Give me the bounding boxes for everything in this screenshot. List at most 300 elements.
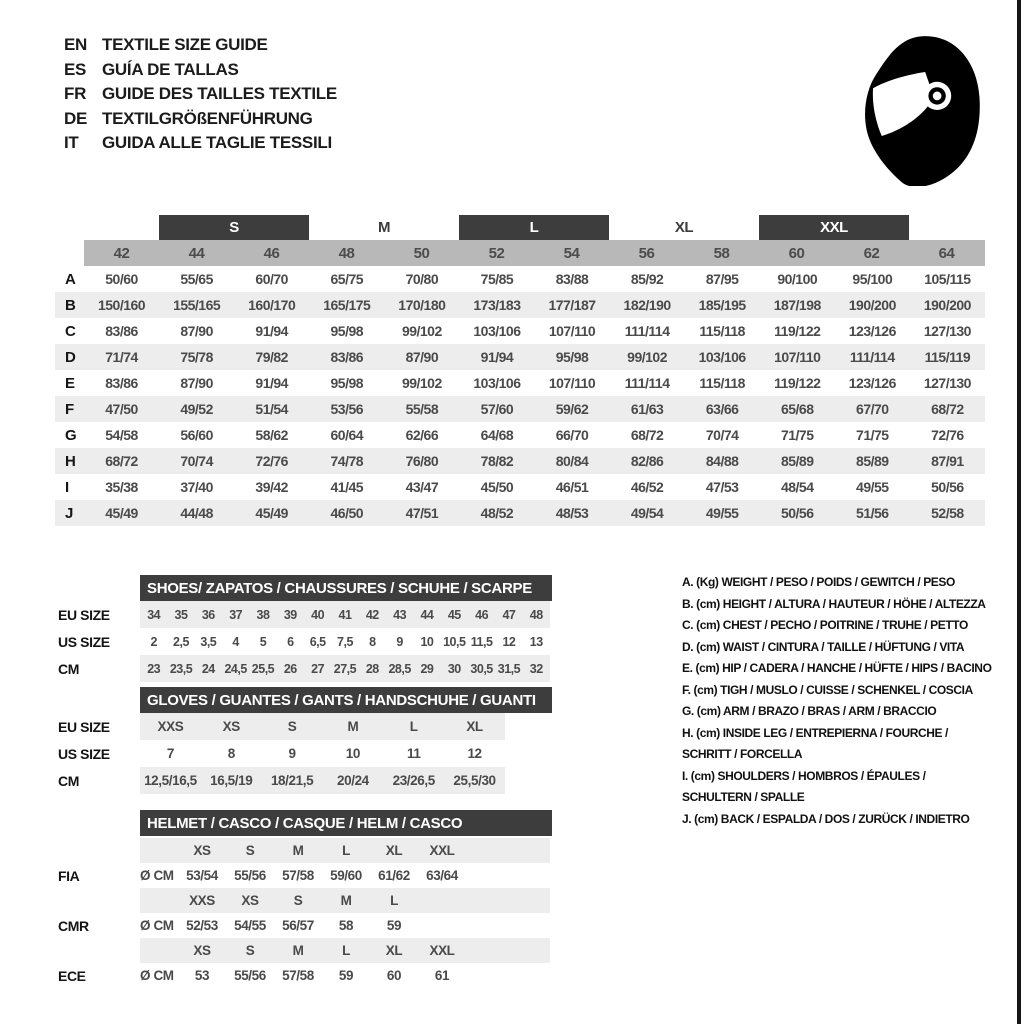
measure-value: 76/80 [405, 453, 439, 469]
measure-row-label: C [65, 322, 76, 340]
measure-value: 66/70 [555, 427, 589, 443]
row-values [140, 655, 550, 682]
size-label: S [245, 943, 255, 958]
measure-value: 51/54 [255, 401, 288, 417]
row-values [140, 713, 505, 740]
measure-value: 90/100 [777, 271, 818, 287]
language-code: ES [64, 59, 87, 79]
value-cell: 12,5/16,5 [144, 773, 197, 788]
measure-value: 50/56 [780, 505, 814, 521]
size-group-m: M [378, 219, 390, 236]
measure-value: 85/92 [630, 271, 664, 287]
measure-value: 63/66 [705, 401, 739, 417]
measure-value: 70/74 [180, 453, 213, 469]
measure-value: 55/58 [405, 401, 439, 417]
measure-value: 190/200 [848, 297, 896, 313]
value-cell: 7 [166, 746, 174, 761]
value-cell: 7,5 [337, 634, 353, 649]
unit-label: Ø CM [140, 968, 174, 983]
value-cell: 44 [420, 607, 434, 622]
value-cell: 23 [147, 661, 161, 676]
helmet-table-rows [50, 838, 610, 988]
measure-value: 177/187 [548, 297, 596, 313]
main-size-table [55, 215, 985, 526]
value-cell: 57/58 [282, 868, 314, 883]
measure-value: 65/75 [330, 271, 364, 287]
value-cell: 57/58 [282, 968, 314, 983]
size-label: XS [193, 843, 211, 858]
size-label: S [245, 843, 255, 858]
unit-label: Ø CM [140, 918, 174, 933]
measure-value: 41/45 [330, 479, 364, 495]
guide-title: GUIDE DES TAILLES TEXTILE [102, 84, 337, 103]
value-cell: 24 [201, 661, 215, 676]
measure-value: 60/64 [330, 427, 364, 443]
measure-value: 61/63 [630, 401, 664, 417]
value-cell: 31,5 [497, 661, 521, 676]
value-cell: 27,5 [333, 661, 357, 676]
row-values [140, 740, 505, 767]
measure-value: 95/100 [852, 271, 893, 287]
measure-value: 107/110 [548, 323, 596, 339]
guide-title: TEXTILE SIZE GUIDE [102, 35, 268, 54]
legend-item-a: A. (Kg) WEIGHT / PESO / POIDS / GEWITCH / PESO [682, 575, 955, 589]
legend-item-j: J. (cm) BACK / ESPALDA / DOS / ZURÜCK / INDIETRO [682, 811, 970, 826]
measure-value: 84/88 [705, 453, 739, 469]
measure-row-label: B [65, 296, 76, 314]
measure-value: 75/85 [480, 271, 514, 287]
size-group-l: L [459, 215, 609, 240]
gloves-table-title: GLOVES / GUANTES / GANTS / HANDSCHUHE / GUANTI [140, 687, 552, 713]
size-col-52: 52 [488, 244, 505, 262]
measure-value: 99/102 [401, 323, 442, 339]
value-cell: 54/55 [234, 918, 266, 933]
measure-value: 82/86 [630, 453, 664, 469]
size-label: M [292, 943, 304, 958]
value-cell: 18/21,5 [270, 773, 314, 788]
value-cell: 11 [406, 746, 421, 761]
measure-value: 99/102 [401, 375, 442, 391]
measure-value: 87/95 [705, 271, 739, 287]
shoes-row-us-size [50, 628, 610, 655]
measure-value: 127/130 [923, 323, 971, 339]
measure-value: 48/52 [480, 505, 514, 521]
value-cell: 27 [311, 661, 325, 676]
language-code: IT [64, 133, 79, 152]
value-cell: 8 [369, 634, 376, 649]
measure-value: 83/88 [555, 271, 589, 287]
measure-row-f [55, 396, 985, 422]
measure-row-i [55, 474, 985, 500]
value-cell: 55/56 [234, 868, 266, 883]
measure-value: 165/175 [323, 297, 371, 313]
size-label: S [293, 893, 303, 908]
racing-helmet-icon [856, 34, 990, 186]
measure-row-label: H [65, 452, 76, 470]
measure-value: 91/94 [480, 349, 514, 365]
measure-value: 170/180 [398, 297, 446, 313]
measure-value: 45/50 [480, 479, 514, 495]
size-labels [140, 938, 550, 963]
measure-value: 91/94 [255, 375, 288, 391]
measure-value: 57/60 [480, 401, 514, 417]
measure-value: 95/98 [555, 349, 589, 365]
legend-item-d: D. (cm) WAIST / CINTURA / TAILLE / HÜFTUNG / VITA [682, 639, 965, 654]
measure-value: 50/60 [105, 271, 138, 287]
measure-value: 53/56 [330, 401, 364, 417]
measure-value: 68/72 [630, 427, 664, 443]
gloves-row-eu-size [50, 713, 610, 740]
measure-value: 119/122 [774, 375, 821, 391]
size-group-s: S [159, 215, 309, 240]
gloves-table-rows [50, 713, 610, 794]
measure-row-c [55, 318, 985, 344]
measure-value: 105/115 [924, 271, 971, 287]
value-cell: 2 [150, 634, 157, 649]
measure-value: 103/106 [473, 375, 521, 391]
value-cell: 29 [420, 661, 434, 676]
size-label: XS [241, 893, 259, 908]
value-cell: 10 [345, 746, 360, 761]
measure-value: 49/55 [856, 479, 889, 495]
measure-row-label: I [65, 478, 69, 496]
value-cell: 30,5 [470, 661, 493, 676]
value-cell: XS [222, 719, 240, 734]
measure-value: 48/54 [780, 479, 814, 495]
measure-row-j [55, 500, 985, 526]
measure-value: 71/74 [105, 349, 138, 365]
language-row-en [64, 33, 337, 58]
unit-label: Ø CM [140, 868, 174, 883]
value-cell: 35 [174, 607, 188, 622]
value-cell: 12 [467, 746, 482, 761]
language-code: DE [64, 108, 88, 128]
measure-value: 45/49 [255, 505, 288, 521]
helmet-values-row-fia [50, 863, 610, 888]
value-cell: 25,5 [251, 661, 275, 676]
value-cell: 59/60 [330, 868, 362, 883]
measure-value: 185/195 [698, 297, 746, 313]
guide-title: TEXTILGRÖßENFÜHRUNG [102, 108, 313, 128]
measure-value: 72/76 [255, 453, 288, 469]
measure-value: 103/106 [698, 349, 746, 365]
helmet-sizes-row-cmr [50, 888, 610, 913]
measure-row-d [55, 344, 985, 370]
measure-value: 37/40 [180, 479, 213, 495]
language-row-it [64, 131, 337, 156]
size-col-54: 54 [563, 244, 580, 262]
legend-item-f: F. (cm) TIGH / MUSLO / CUISSE / SCHENKEL / COSCIA [682, 682, 973, 697]
value-cell: 40 [311, 607, 325, 622]
measure-value: 47/51 [405, 505, 439, 521]
row-label: EU SIZE [58, 606, 110, 623]
measure-value: 46/52 [630, 479, 664, 495]
value-cell: 34 [147, 607, 161, 622]
value-cell: 28 [365, 661, 379, 676]
size-col-46: 46 [263, 244, 280, 262]
measure-value: 35/38 [105, 479, 138, 495]
measure-value: 111/114 [624, 375, 670, 391]
measure-value: 99/102 [627, 349, 667, 365]
shoes-table [50, 575, 610, 682]
measure-row-a [55, 266, 985, 292]
measure-value: 123/126 [848, 323, 896, 339]
measure-value: 43/47 [405, 479, 439, 495]
measure-value: 68/72 [105, 453, 138, 469]
measure-value: 44/48 [180, 505, 213, 521]
measure-value: 95/98 [330, 375, 364, 391]
size-col-48: 48 [338, 244, 355, 262]
legend-item-h: H. (cm) INSIDE LEG / ENTREPIERNA / FOURCHE / SCHRITT / FORCELLA [682, 725, 948, 761]
size-col-42: 42 [113, 244, 130, 262]
legend-item-g: G. (cm) ARM / BRAZO / BRAS / ARM / BRACCIO [682, 704, 937, 718]
measure-value: 83/86 [105, 323, 138, 339]
measure-value: 71/75 [856, 427, 889, 443]
row-label: US SIZE [58, 633, 110, 650]
value-cell: 53 [194, 968, 210, 983]
size-label: M [292, 843, 304, 858]
value-cell: 53/54 [186, 868, 218, 883]
size-col-56: 56 [638, 244, 655, 262]
guide-title: GUÍA DE TALLAS [102, 59, 239, 79]
size-label: L [342, 943, 350, 958]
measure-value: 65/68 [780, 401, 814, 417]
measure-value: 59/62 [555, 401, 589, 417]
size-label: L [342, 843, 350, 858]
measure-value: 68/72 [931, 401, 964, 417]
measure-row-label: E [65, 374, 75, 392]
size-values [140, 863, 550, 888]
measure-value: 87/90 [180, 375, 213, 391]
measure-row-h [55, 448, 985, 474]
size-number-row [84, 240, 985, 266]
legend-item-e: E. (cm) HIP / CADERA / HANCHE / HÜFTE / HIPS / BACINO [682, 661, 992, 675]
value-cell: 39 [283, 607, 297, 622]
value-cell: 4 [232, 634, 239, 649]
measure-row-g [55, 422, 985, 448]
value-cell: 45 [447, 607, 461, 622]
measure-row-label: J [65, 504, 73, 522]
measure-value: 85/89 [780, 453, 814, 469]
size-label: L [390, 893, 398, 908]
shoes-table-title: SHOES/ ZAPATOS / CHAUSSURES / SCHUHE / SCARPE [140, 575, 552, 601]
size-col-62: 62 [863, 244, 880, 262]
measure-value: 173/183 [473, 297, 521, 313]
measure-row-label: G [65, 426, 77, 444]
size-group-header-row [84, 215, 985, 240]
row-values [140, 628, 550, 655]
value-cell: 61/62 [378, 868, 410, 883]
size-label: XXL [429, 943, 455, 958]
measure-row-b [55, 292, 985, 318]
measure-value: 58/62 [255, 427, 288, 443]
value-cell: 23/26,5 [392, 773, 435, 788]
shoes-table-rows [50, 601, 610, 682]
measure-value: 107/110 [548, 375, 596, 391]
legend-item-c: C. (cm) CHEST / PECHO / POITRINE / TRUHE / PETTO [682, 618, 968, 632]
measure-value: 49/54 [630, 505, 664, 521]
measure-value: 51/56 [856, 505, 889, 521]
row-label: EU SIZE [58, 718, 110, 735]
size-label: XXL [429, 843, 455, 858]
value-cell: 13 [529, 634, 543, 649]
measure-value: 187/198 [773, 297, 821, 313]
measure-value: 79/82 [255, 349, 288, 365]
measure-value: 155/165 [173, 297, 221, 313]
value-cell: 60 [386, 968, 402, 983]
measure-value: 119/122 [774, 323, 821, 339]
value-cell: 10,5 [443, 634, 466, 649]
helmet-values-row-cmr [50, 913, 610, 938]
language-title-list [64, 33, 337, 156]
value-cell: 36 [201, 607, 215, 622]
language-row-fr [64, 82, 337, 107]
measure-value: 60/70 [255, 271, 288, 287]
value-cell: S [287, 719, 297, 734]
value-cell: 10 [420, 634, 434, 649]
measure-value: 107/110 [774, 349, 821, 365]
measure-value: 72/76 [931, 427, 964, 443]
measure-value: 115/119 [924, 349, 971, 365]
language-code: FR [64, 84, 87, 103]
measure-row-label: F [65, 400, 74, 418]
measure-value: 78/82 [480, 453, 514, 469]
size-col-60: 60 [788, 244, 805, 262]
measure-value: 46/51 [555, 479, 589, 495]
measure-value: 95/98 [330, 323, 364, 339]
measure-value: 50/56 [931, 479, 964, 495]
value-cell: 55/56 [234, 968, 266, 983]
size-labels [140, 838, 550, 863]
shoes-row-cm [50, 655, 610, 682]
measure-value: 87/91 [931, 453, 964, 469]
measure-value: 39/42 [255, 479, 288, 495]
value-cell: 28,5 [388, 661, 411, 676]
measure-value: 87/90 [405, 349, 439, 365]
shoes-row-eu-size [50, 601, 610, 628]
value-cell: 23,5 [169, 661, 193, 676]
helmet-sizes-row-fia [50, 838, 610, 863]
measure-value: 83/86 [105, 375, 138, 391]
gloves-row-us-size [50, 740, 610, 767]
measure-value: 56/60 [180, 427, 213, 443]
measure-row-label: D [65, 348, 76, 366]
measure-value: 49/55 [705, 505, 739, 521]
value-cell: 26 [283, 661, 297, 676]
row-values [140, 767, 505, 794]
value-cell: 43 [393, 607, 407, 622]
measure-value: 48/53 [555, 505, 589, 521]
size-group-xxl: XXL [759, 215, 909, 240]
measure-value: 182/190 [623, 297, 671, 313]
measure-value: 127/130 [923, 375, 971, 391]
language-row-es [64, 58, 337, 83]
helmet-sizes-row-ece [50, 938, 610, 963]
value-cell: M [347, 719, 359, 734]
measure-value: 87/90 [180, 323, 213, 339]
measure-value: 83/86 [330, 349, 364, 365]
helmet-table-title: HELMET / CASCO / CASQUE / HELM / CASCO [140, 810, 552, 836]
value-cell: 61 [434, 968, 450, 983]
right-edge-line [1017, 0, 1021, 1024]
value-cell: 59 [386, 918, 402, 933]
size-labels [140, 888, 550, 913]
measure-value: 54/58 [105, 427, 138, 443]
measure-value: 70/80 [405, 271, 439, 287]
measure-value: 71/75 [780, 427, 814, 443]
measure-value: 47/50 [105, 401, 138, 417]
measure-value: 115/118 [699, 323, 745, 339]
value-cell: L [409, 719, 418, 734]
measurement-legend [682, 572, 994, 830]
language-row-de [64, 107, 337, 132]
measure-value: 160/170 [248, 297, 296, 313]
value-cell: 20/24 [337, 773, 369, 788]
value-cell: 63/64 [426, 868, 458, 883]
size-col-44: 44 [188, 244, 205, 262]
measure-value: 115/118 [699, 375, 745, 391]
value-cell: 38 [256, 607, 270, 622]
value-cell: 6 [287, 634, 294, 649]
row-label: CM [58, 772, 79, 789]
value-cell: 30 [447, 661, 461, 676]
measure-value: 111/114 [624, 323, 670, 339]
value-cell: 11,5 [470, 634, 493, 649]
measure-value: 91/94 [255, 323, 288, 339]
measure-value: 64/68 [480, 427, 514, 443]
value-cell: 12 [502, 634, 516, 649]
standard-label: CMR [58, 917, 89, 934]
value-cell: 8 [227, 746, 235, 761]
standard-label: FIA [58, 867, 80, 884]
size-col-50: 50 [413, 244, 430, 262]
value-cell: 9 [288, 746, 296, 761]
measure-value: 46/50 [330, 505, 364, 521]
measure-value: 47/53 [705, 479, 739, 495]
measure-value: 123/126 [848, 375, 896, 391]
size-label: M [340, 893, 352, 908]
value-cell: 47 [502, 607, 516, 622]
measure-value: 55/65 [180, 271, 213, 287]
measure-value: 75/78 [180, 349, 213, 365]
value-cell: XL [466, 719, 483, 734]
size-label: XL [385, 843, 403, 858]
size-col-64: 64 [938, 244, 955, 262]
measure-value: 49/52 [180, 401, 213, 417]
size-values [140, 913, 550, 938]
value-cell: 9 [396, 634, 403, 649]
value-cell: XXS [157, 719, 184, 734]
value-cell: 5 [259, 634, 267, 649]
helmet-values-row-ece [50, 963, 610, 988]
value-cell: 59 [338, 968, 354, 983]
value-cell: 52/53 [186, 918, 218, 933]
measure-row-e [55, 370, 985, 396]
measure-value: 70/74 [705, 427, 739, 443]
standard-label: ECE [58, 967, 86, 984]
value-cell: 46 [475, 607, 489, 622]
measure-value: 111/114 [849, 349, 895, 365]
value-cell: 41 [338, 607, 352, 622]
measure-value: 67/70 [856, 401, 889, 417]
value-cell: 3,5 [200, 634, 217, 649]
value-cell: 32 [529, 661, 543, 676]
measure-value: 45/49 [105, 505, 138, 521]
measure-value: 103/106 [473, 323, 521, 339]
value-cell: 6,5 [309, 634, 326, 649]
measure-value: 150/160 [97, 297, 146, 313]
value-cell: 25,5/30 [453, 773, 496, 788]
